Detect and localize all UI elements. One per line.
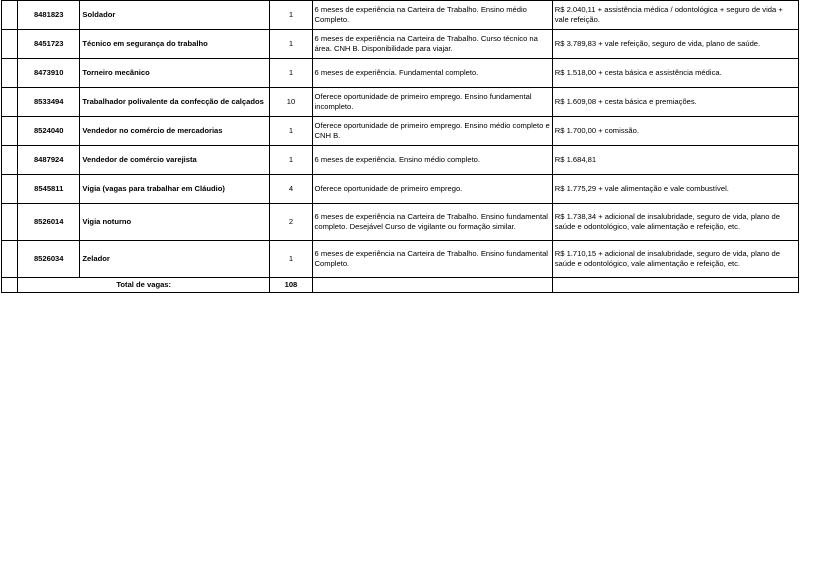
table-row [2, 241, 799, 278]
table-row [2, 117, 799, 146]
job-salary-benefits: R$ 1.684,81 [552, 146, 798, 175]
job-requirements: Oferece oportunidade de primeiro emprego. Ensino médio completo e CNH B. [312, 117, 552, 146]
job-code: 8481823 [18, 1, 80, 30]
total-label: Total de vagas: [18, 278, 270, 293]
blank-cell [312, 278, 552, 293]
job-salary-benefits: R$ 1.710,15 + adicional de insalubridade, seguro de vida, plano de saúde e odontológico, vale alimentação e refeição, etc. [552, 241, 798, 278]
job-salary-benefits: R$ 1.609,08 + cesta básica e premiações. [552, 88, 798, 117]
blank-cell [2, 146, 18, 175]
job-code: 8524040 [18, 117, 80, 146]
total-vacancies: 108 [270, 278, 312, 293]
vacancy-count: 1 [270, 117, 312, 146]
job-title: Vigia (vagas para trabalhar em Cláudio) [80, 175, 270, 204]
job-salary-benefits: R$ 3.789,83 + vale refeição, seguro de vida, plano de saúde. [552, 30, 798, 59]
table-row [2, 59, 799, 88]
job-title: Técnico em segurança do trabalho [80, 30, 270, 59]
blank-cell [2, 175, 18, 204]
job-salary-benefits: R$ 1.700,00 + comissão. [552, 117, 798, 146]
job-requirements: 6 meses de experiência. Ensino médio completo. [312, 146, 552, 175]
blank-cell [2, 204, 18, 241]
blank-cell [2, 117, 18, 146]
job-requirements: 6 meses de experiência na Carteira de Trabalho. Ensino médio Completo. [312, 1, 552, 30]
job-requirements: 6 meses de experiência na Carteira de Trabalho. Ensino fundamental completo. Desejável Curso de vigilante ou formação similar. [312, 204, 552, 241]
job-vacancies-table [1, 0, 799, 293]
blank-cell [2, 59, 18, 88]
job-code: 8533494 [18, 88, 80, 117]
job-title: Vendedor no comércio de mercadorias [80, 117, 270, 146]
blank-cell [2, 30, 18, 59]
job-title: Trabalhador polivalente da confecção de calçados [80, 88, 270, 117]
job-code: 8526014 [18, 204, 80, 241]
job-requirements: 6 meses de experiência na Carteira de Trabalho. Ensino fundamental Completo. [312, 241, 552, 278]
job-code: 8526034 [18, 241, 80, 278]
job-title: Vigia noturno [80, 204, 270, 241]
vacancy-count: 1 [270, 30, 312, 59]
blank-cell [2, 1, 18, 30]
blank-cell [552, 278, 798, 293]
job-code: 8487924 [18, 146, 80, 175]
blank-cell [2, 241, 18, 278]
vacancy-count: 1 [270, 1, 312, 30]
job-salary-benefits: R$ 2.040,11 + assistência médica / odontológica + seguro de vida + vale refeição. [552, 1, 798, 30]
job-requirements: 6 meses de experiência na Carteira de Trabalho. Curso técnico na área. CNH B. Disponibilidade para viajar. [312, 30, 552, 59]
table-row [2, 146, 799, 175]
job-title: Zelador [80, 241, 270, 278]
table-row [2, 88, 799, 117]
job-code: 8473910 [18, 59, 80, 88]
job-requirements: Oferece oportunidade de primeiro emprego. [312, 175, 552, 204]
vacancy-count: 1 [270, 59, 312, 88]
vacancy-count: 4 [270, 175, 312, 204]
total-row [2, 278, 799, 293]
job-salary-benefits: R$ 1.738,34 + adicional de insalubridade, seguro de vida, plano de saúde e odontológico, vale alimentação e refeição, etc. [552, 204, 798, 241]
job-title: Torneiro mecânico [80, 59, 270, 88]
table-row [2, 1, 799, 30]
table-row [2, 204, 799, 241]
table-row [2, 30, 799, 59]
job-title: Vendedor de comércio varejista [80, 146, 270, 175]
job-requirements: Oferece oportunidade de primeiro emprego. Ensino fundamental incompleto. [312, 88, 552, 117]
job-requirements: 6 meses de experiência. Fundamental completo. [312, 59, 552, 88]
vacancy-count: 2 [270, 204, 312, 241]
table-row [2, 175, 799, 204]
vacancy-count: 1 [270, 241, 312, 278]
job-title: Soldador [80, 1, 270, 30]
job-code: 8451723 [18, 30, 80, 59]
job-salary-benefits: R$ 1.775,29 + vale alimentação e vale combustível. [552, 175, 798, 204]
blank-cell [2, 88, 18, 117]
job-salary-benefits: R$ 1.518,00 + cesta básica e assistência médica. [552, 59, 798, 88]
job-code: 8545811 [18, 175, 80, 204]
blank-cell [2, 278, 18, 293]
vacancy-count: 10 [270, 88, 312, 117]
vacancy-count: 1 [270, 146, 312, 175]
